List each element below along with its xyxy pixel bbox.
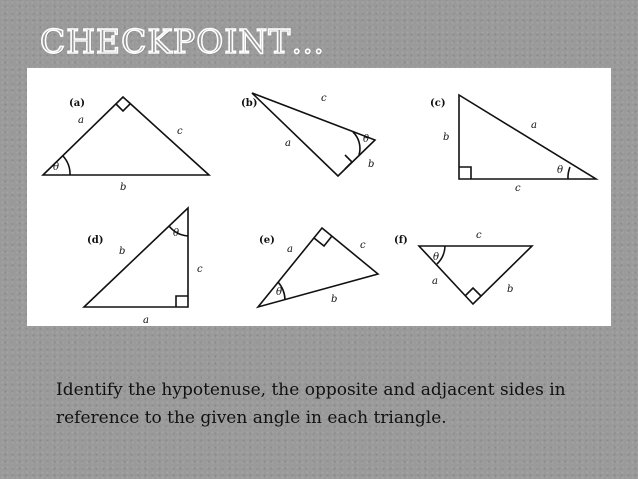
right-angle-marker-d bbox=[176, 296, 188, 307]
side-label-b-3: b bbox=[368, 159, 375, 170]
right-angle-marker-e bbox=[314, 236, 332, 246]
angle-label-a: θ bbox=[53, 162, 60, 173]
triangle-tag-b: (b) bbox=[241, 98, 258, 109]
side-label-f-1: c bbox=[476, 230, 482, 241]
side-label-a-1: a bbox=[78, 115, 84, 126]
angle-arc-b bbox=[353, 132, 360, 155]
side-label-e-2: c bbox=[360, 240, 366, 251]
angle-label-b: θ bbox=[363, 134, 370, 145]
angle-arc-c bbox=[568, 167, 570, 179]
side-label-b-1: c bbox=[321, 93, 327, 104]
slide-title: CHECKPOINT… bbox=[40, 22, 326, 61]
right-angle-marker-a bbox=[116, 104, 130, 111]
right-angle-marker-f bbox=[465, 288, 481, 296]
right-angle-marker-b bbox=[345, 155, 352, 169]
side-label-f-3: b bbox=[507, 284, 514, 295]
angle-label-d: θ bbox=[173, 228, 180, 239]
triangle-tag-d: (d) bbox=[87, 235, 104, 246]
angle-arc-a bbox=[63, 156, 70, 175]
side-label-d-1: b bbox=[119, 246, 126, 257]
triangle-tag-c: (c) bbox=[430, 98, 446, 109]
side-label-d-3: a bbox=[143, 315, 149, 326]
side-label-b-2: a bbox=[285, 138, 291, 149]
triangle-tag-e: (e) bbox=[259, 235, 275, 246]
triangle-tag-a: (a) bbox=[69, 98, 85, 109]
triangle-tag-f: (f) bbox=[394, 235, 408, 246]
side-label-a-2: c bbox=[177, 126, 183, 137]
triangle-c bbox=[459, 95, 596, 179]
side-label-e-3: b bbox=[331, 294, 338, 305]
triangle-d bbox=[84, 208, 188, 307]
side-label-a-3: b bbox=[120, 182, 127, 193]
angle-label-f: θ bbox=[433, 252, 440, 263]
angle-label-c: θ bbox=[557, 165, 564, 176]
side-label-d-2: c bbox=[197, 264, 203, 275]
instruction-text: Identify the hypotenuse, the opposite and adjacent sides in reference to the given angle in each triangle. bbox=[56, 380, 566, 428]
side-label-c-3: c bbox=[515, 183, 521, 194]
side-label-f-2: a bbox=[432, 276, 438, 287]
side-label-c-2: b bbox=[443, 132, 450, 143]
triangles-diagram bbox=[27, 68, 611, 326]
triangles-figure bbox=[27, 68, 611, 326]
side-label-c-1: a bbox=[531, 120, 537, 131]
angle-label-e: θ bbox=[276, 287, 283, 298]
side-label-e-1: a bbox=[287, 244, 293, 255]
triangle-b bbox=[252, 93, 375, 176]
right-angle-marker-c bbox=[459, 167, 471, 179]
